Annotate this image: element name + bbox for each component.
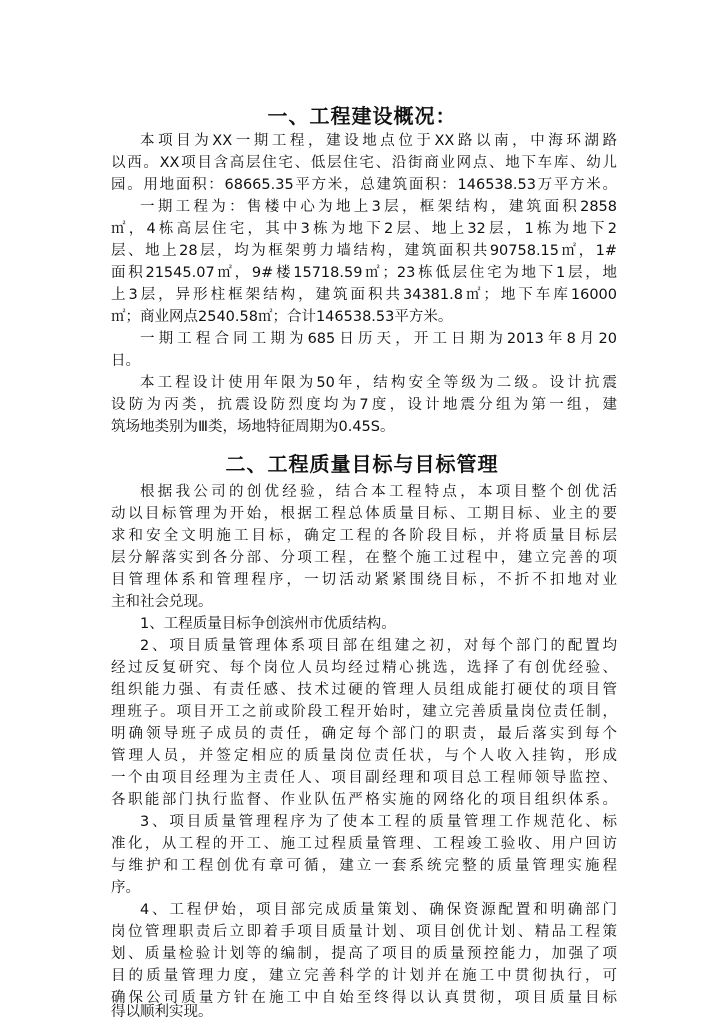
section-2-line-13: 管理人员，并签定相应的质量岗位责任状，与个人收入挂钩，形成 xyxy=(111,748,617,764)
section-2-line-24: 确保公司质量方针在施工中自始至终得以认真贯彻，项目质量目标 xyxy=(111,990,617,1006)
section-2-line-7: 1、工程质量目标争创滨州市优质结构。 xyxy=(140,616,396,632)
section-2-line-6: 主和社会兑现。 xyxy=(111,594,213,610)
section-2-line-2: 动以目标管理为开始，根据工程总体质量目标、工期目标、业主的要 xyxy=(111,506,617,522)
section-2-line-11: 理班子。项目开工之前或阶段工程开始时，建立完善质量岗位责任制， xyxy=(111,704,617,720)
section-2-line-16: 3、项目质量管理程序为了使本工程的质量管理工作规范化、标 xyxy=(140,814,617,830)
section-2-line-18: 与维护和工程创优有章可循，建立一套系统完整的质量管理实施程 xyxy=(111,858,617,874)
section-2-line-17: 准化，从工程的开工、施工过程质量管理、工程竣工验收、用户回访 xyxy=(111,836,617,852)
section-1-line-13: 设防为丙类，抗震设防烈度均为7度，设计地震分组为第一组，建 xyxy=(111,397,617,413)
section-2-line-14: 一个由项目经理为主责任人、项目副经理和项目总工程师领导监控、 xyxy=(111,770,617,786)
section-2-line-23: 目的质量管理力度，建立完善科学的计划并在施工中贯彻执行，可 xyxy=(111,968,617,984)
section-1-line-8: 上3层，异形柱框架结构，建筑面积共34381.8㎡；地下车库16000 xyxy=(111,287,617,303)
section-1-line-3: 园。用地面积：68665.35平方米，总建筑面积：146538.53万平方米。 xyxy=(111,177,617,193)
section-1-line-2: 以西。XX项目含高层住宅、低层住宅、沿街商业网点、地下车库、幼儿 xyxy=(111,155,617,171)
section-2-line-20: 4、工程伊始，项目部完成质量策划、确保资源配置和明确部门 xyxy=(140,902,617,918)
section-1-line-9: ㎡；商业网点2540.58㎡；合计146538.53平方米。 xyxy=(111,309,453,325)
section-1-line-10: 一期工程合同工期为685日历天，开工日期为2013年8月20 xyxy=(140,331,617,347)
section-2-line-1: 根据我公司的创优经验，结合本工程特点，本项目整个创优活 xyxy=(140,484,617,500)
section-2-line-22: 划、质量检验计划等的编制，提高了项目的质量预控能力，加强了项 xyxy=(111,946,617,962)
section-1-line-14: 筑场地类别为Ⅲ类，场地特征周期为0.45S。 xyxy=(111,419,395,435)
section-2-line-12: 明确领导班子成员的责任，确定每个部门的职责，最后落实到每个 xyxy=(111,726,617,742)
section-2-line-8: 2、项目质量管理体系项目部在组建之初，对每个部门的配置均 xyxy=(140,638,617,654)
section-2-line-9: 经过反复研究、每个岗位人员均经过精心挑选，选择了有创优经验、 xyxy=(111,660,617,676)
section-2-line-15: 各职能部门执行监督、作业队伍严格实施的网络化的项目组织体系。 xyxy=(111,792,617,808)
section-2-line-4: 层分解落实到各分部、分项工程，在整个施工过程中，建立完善的项 xyxy=(111,550,617,566)
section-2-line-10: 组织能力强、有责任感、技术过硬的管理人员组成能打硬仗的项目管 xyxy=(111,682,617,698)
section-2-line-19: 序。 xyxy=(111,880,140,896)
section-1-line-11: 日。 xyxy=(111,353,140,369)
section-1-line-1: 本项目为XX一期工程，建设地点位于XX路以南，中海环湖路 xyxy=(140,133,617,149)
section-2-line-25: 得以顺利实现。 xyxy=(111,1004,213,1020)
section-2-heading: 二、工程质量目标与目标管理 xyxy=(225,452,499,476)
section-1-heading: 一、工程建设概况： xyxy=(267,104,457,128)
section-1-line-4: 一期工程为：售楼中心为地上3层，框架结构，建筑面积2858 xyxy=(140,199,617,215)
section-2-line-3: 求和安全文明施工目标，确定工程的各阶段目标，并将质量目标层 xyxy=(111,528,617,544)
section-1-line-6: 层、地上28层，均为框架剪力墙结构，建筑面积共90758.15㎡，1# xyxy=(111,243,617,259)
section-2-line-5: 目管理体系和管理程序，一切活动紧紧围绕目标，不折不扣地对业 xyxy=(111,572,617,588)
section-1-line-12: 本工程设计使用年限为50年，结构安全等级为二级。设计抗震 xyxy=(140,375,617,391)
section-1-line-5: ㎡，4栋高层住宅，其中3栋为地下2层、地上32层，1栋为地下2 xyxy=(111,221,617,237)
section-1-line-7: 面积21545.07㎡，9#楼15718.59㎡；23栋低层住宅为地下1层，地 xyxy=(111,265,617,281)
section-2-line-21: 岗位管理职责后立即着手项目质量计划、项目创优计划、精品工程策 xyxy=(111,924,617,940)
